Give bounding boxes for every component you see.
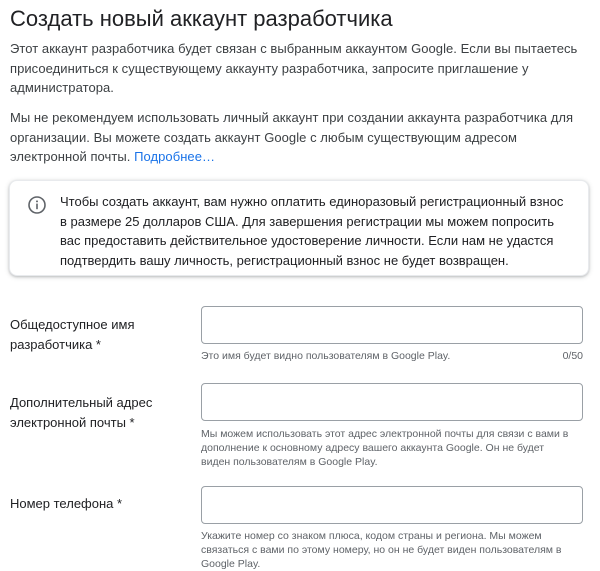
phone-helper: Укажите номер со знаком плюса, кодом страны и региона. Мы можем связаться с вами по этому номеру, но он не будет виден пользователям в Google Play. (201, 530, 562, 570)
learn-more-link[interactable]: Подробнее… (134, 149, 216, 164)
developer-name-label: Общедоступное имя разработчика * (10, 317, 135, 352)
extra-email-input[interactable] (201, 383, 583, 421)
info-icon (27, 195, 47, 215)
recommendation-paragraph (10, 108, 590, 167)
fee-notice-card (9, 180, 589, 276)
fee-notice-text: Чтобы создать аккаунт, вам нужно оплатить единоразовый регистрационный взнос в размере 25 долларов США. Для завершения регистрации мы можем попросить вас предоставить действительное удостоверение личности. Если нам не удастся подтвердить вашу личность, регистрационный взнос не будет возвращен. (60, 194, 564, 268)
developer-name-helper: Это имя будет видно пользователям в Google Play. (201, 350, 451, 362)
phone-label: Номер телефона * (10, 496, 123, 511)
page-title: Создать новый аккаунт разработчика (10, 6, 393, 31)
phone-input[interactable] (201, 486, 583, 524)
extra-email-helper: Мы можем использовать этот адрес электронной почты для связи с вами в дополнение к основному адресу вашего аккаунта Google. Он не будет виден пользователям в Google Play. (201, 428, 569, 468)
intro-text: Этот аккаунт разработчика будет связан с выбранным аккаунтом Google. Если вы пытаетесь присоединиться к существующему аккаунту разработчика, запросите приглашение у администратора. (10, 41, 578, 95)
recommendation-text: Мы не рекомендуем использовать личный аккаунт при создании аккаунта разработчика для организации. Вы можете создать аккаунт Google с любым существующим адресом электронной почты. (10, 110, 574, 164)
intro-paragraph (10, 39, 590, 98)
extra-email-label: Дополнительный адрес электронной почты * (10, 395, 153, 430)
developer-name-counter: 0/50 (562, 350, 583, 362)
developer-name-input[interactable] (201, 306, 583, 344)
